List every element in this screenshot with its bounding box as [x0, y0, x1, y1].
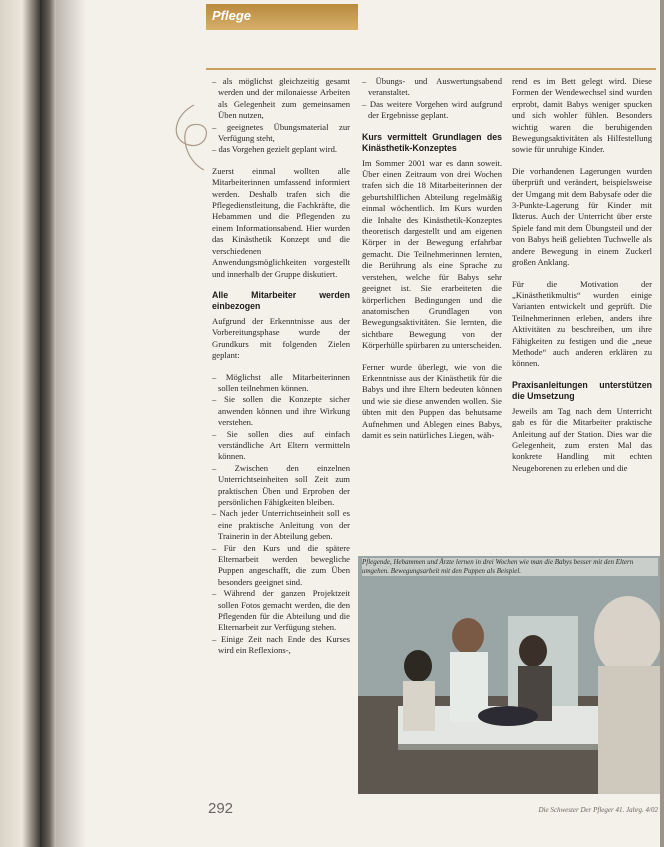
list-item: – Zwischen den einzelnen Unterrichtseinheiten soll Zeit zum praktischen Üben und Erproben der persönlichen Fähigkeiten bleiben.	[212, 463, 350, 509]
list-item: – Für den Kurs und die spätere Elternarbeit werden bewegliche Puppen angeschafft, die zum Üben besonders geeignet sind.	[212, 543, 350, 589]
page-number: 292	[208, 800, 234, 817]
subheading: Kurs vermittelt Grundlagen des Kinästhetik-Konzeptes	[362, 131, 502, 153]
section-label: Pflege	[212, 8, 252, 23]
paragraph: Für die Motivation der „Kinästhetikmultis“ wurden einige Varianten entwickelt und geprüft. Die Teilnehmerinnen erleben, anders ihre Aktivitäten zu beschreiben, um ihre Fähigkeiten zu festigen und die „neue Methode“ auch anderen erklären zu können.	[512, 278, 652, 369]
page	[56, 0, 660, 847]
list-item: – Während der ganzen Projektzeit sollen Fotos gemacht werden, die den Pflegenden für die Abteilung und die Elternarbeit zur Verfügung stehen.	[212, 588, 350, 634]
previous-page-edge	[0, 0, 40, 847]
list-item: – Sie sollen dies auf einfach verständliche Art Eltern vermitteln können.	[212, 429, 350, 463]
top-rule	[206, 68, 656, 70]
list-item: – als möglichst gleichzeitig gesamt werden und der milonaiesse Arbeiten als Gelegenheit zum gemeinsamen Üben nutzen,	[212, 76, 350, 122]
subheading: Alle Mitarbeiter werden einbezogen	[212, 289, 350, 311]
paragraph: Aufgrund der Erkenntnisse aus der Vorbereitungsphase wurde der Grundkurs mit folgenden Zielen geplant:	[212, 315, 350, 361]
paragraph: Zuerst einmal wollten alle Mitarbeiterinnen umfassend informiert werden. Deshalb trafen sich die Pflegedienstleitung, die Fachkräfte, die Hebammen und die Pflegenden zu einem Informationsabend. Hier wurden das Kinästhetik Konzept und die verschiedenen Anwendungsmöglichkeiten vorgestellt und innerhalb der Gruppe diskutiert.	[212, 165, 350, 279]
photo-illustration	[358, 556, 660, 794]
paragraph: Im Sommer 2001 war es dann soweit. Über einen Zeitraum von drei Wochen trafen sich die 18 Mitarbeiterinnen der geburtshilflichen Abteilung regelmäßig einmal wöchentlich. Im Kurs wurden die Inhalte des Kinästhetik-Konzeptes theoretisch dargestellt und am eigenen Körper in der Bewegung erfahrbar gemacht. Die Teilnehmerinnen lernten, die Berührung als eine Sprache zu verstehen, welche für Babys sehr geeignet ist. Sie erarbeiteten die körperlichen Bedingungen und die anatomischen Grundlagen von Bewegungsaktivitäten. Sie lernten, die sichtbare Bewegung von der Körperhülle spürbaren zu unterscheiden.	[362, 157, 502, 351]
column-3	[512, 76, 652, 484]
list-item: – Das weitere Vorgehen wird aufgrund der Ergebnisse geplant.	[362, 99, 502, 122]
list-item: – das Vorgehen gezielt geplant wird.	[212, 144, 350, 155]
subheading: Praxisanleitungen unterstützen die Umsetzung	[512, 379, 652, 401]
list-item: – geeignetes Übungsmaterial zur Verfügung steht,	[212, 122, 350, 145]
list-item: – Übungs- und Auswertungsabend veranstaltet.	[362, 76, 502, 99]
paragraph: Jeweils am Tag nach dem Unterricht gab es für die Mitarbeiter praktische Anleitung auf der Station. Dies war die Gelegenheit, zum ersten Mal das konkrete Handling mit echten Neugeborenen zu erleben und die	[512, 405, 652, 473]
hospital-photo	[358, 556, 660, 794]
page-edge	[660, 0, 664, 847]
book-gutter	[40, 0, 56, 847]
paragraph: rend es im Bett gelegt wird. Diese Formen der Wendewechsel sind wurden erprobt, damit Babys weniger spucken und sich wohler fühlen. Besonders wichtig waren die beruhigenden Bewegungsaktivitäten als Hilfestellung sowie für unruhige Kinder.	[512, 76, 652, 155]
intro-list	[212, 76, 350, 156]
continued-list	[362, 76, 502, 122]
list-item: – Sie sollen die Konzepte sicher anwenden können und ihre Wirkung verstehen.	[212, 394, 350, 428]
goals-list	[212, 372, 350, 657]
list-item: – Einige Zeit nach Ende des Kurses wird ein Reflexions-,	[212, 634, 350, 657]
column-1	[212, 76, 350, 667]
column-2	[362, 76, 502, 451]
paragraph: Die vorhandenen Lagerungen wurden überprüft und verändert, beispielsweise der Umgang mit dem Babysafe oder die 3-Punkte-Lagerung für Kinder mit Ikterus. Auch der Unterricht über erste Spiele fand mit dem Übungsteil und der von Babys heiß geliebten Tuchwelle als andere Bewegung in einem Zuckerl großen Anklang.	[512, 165, 652, 268]
paragraph: Ferner wurde überlegt, wie von die Erkenntnisse aus der Kinästhetik für die Babys und ihre Eltern bedeuten können und wie sie diese anwenden wollen. Sie übten mit den Puppen das behutsame Aufnehmen und Ablegen eines Babys, damit es sein natürliches Liegen, wäh-	[362, 361, 502, 440]
photo-caption: Pflegende, Hebammen und Ärzte lernen in drei Wochen wie man die Babys besser mit den Eltern umgehen. Bewegungsarbeit mit den Puppen als Beispiel.	[362, 558, 658, 576]
journal-footer: Die Schwester Der Pfleger 41. Jahrg. 4/02	[538, 806, 658, 814]
list-item: – Möglichst alle Mitarbeiterinnen sollen teilnehmen können.	[212, 372, 350, 395]
list-item: – Nach jeder Unterrichtseinheit soll es eine praktische Anleitung von der Trainerin in der Abteilung geben.	[212, 508, 350, 542]
